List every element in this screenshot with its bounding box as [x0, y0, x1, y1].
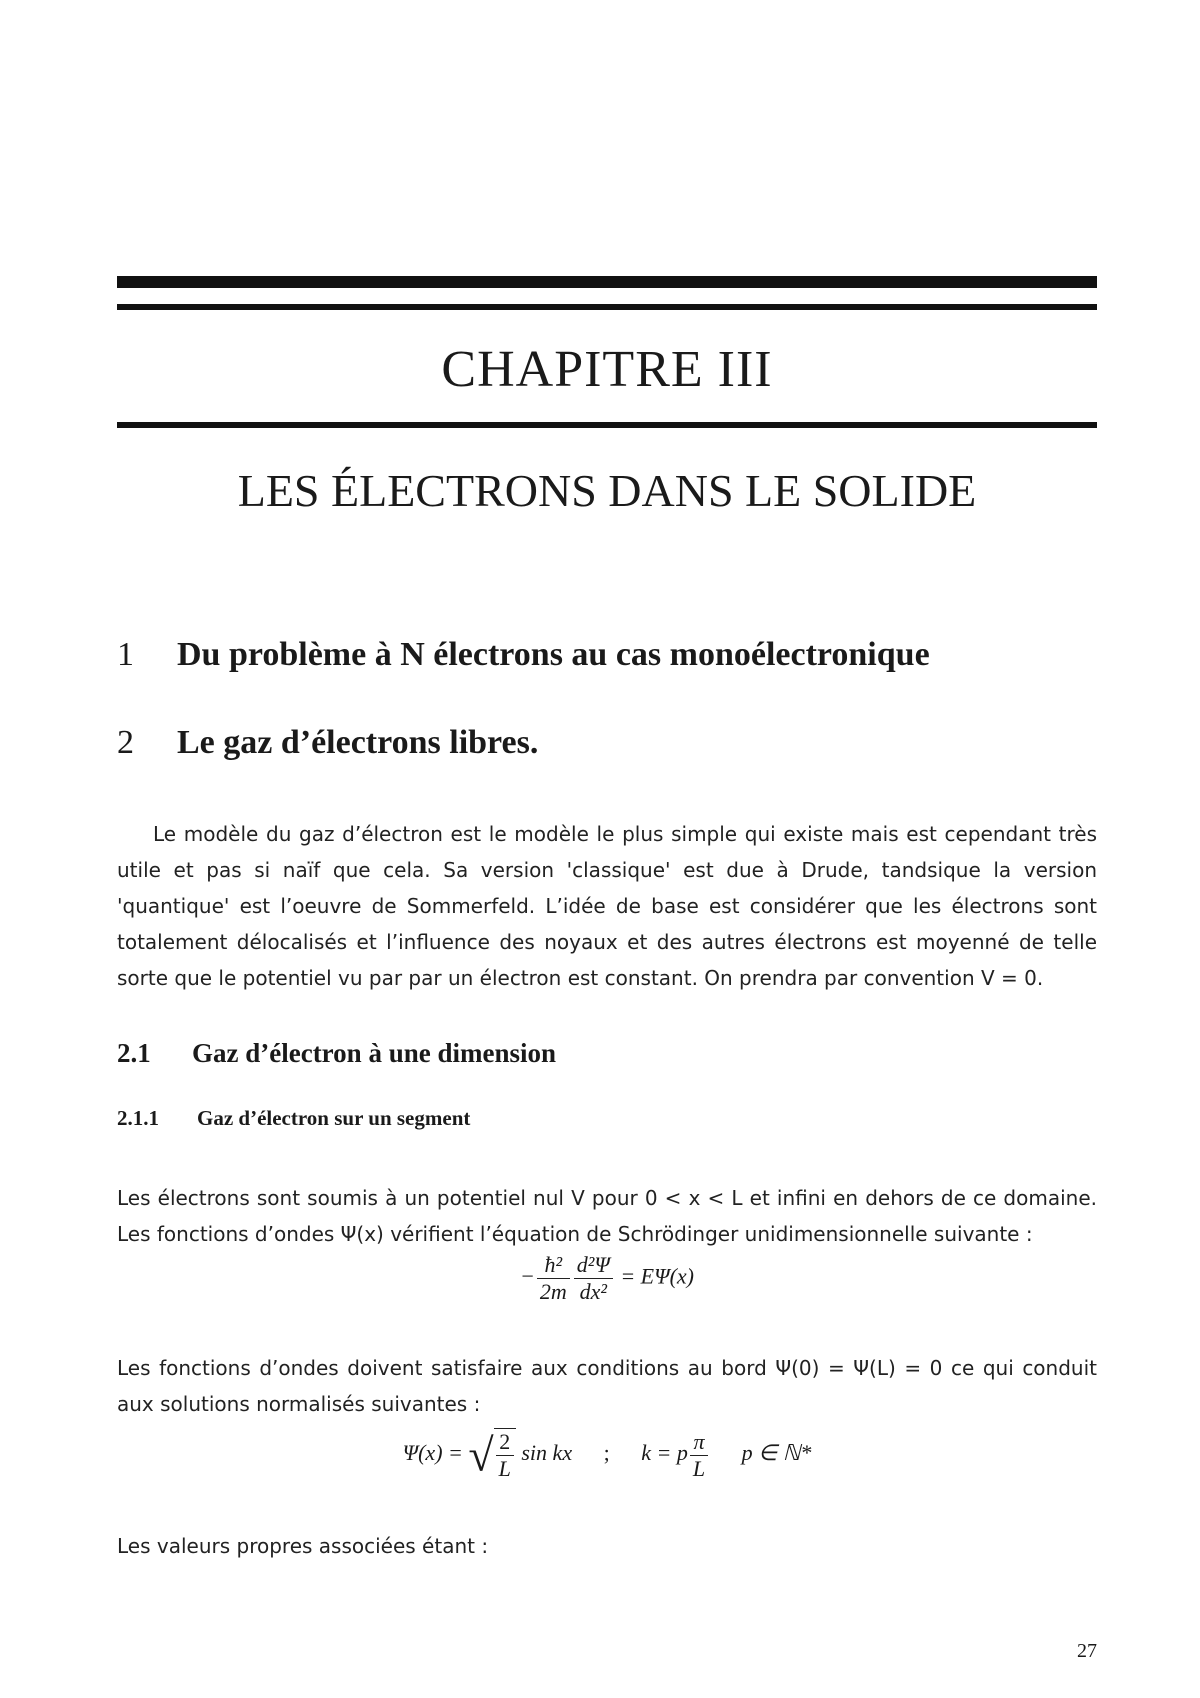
equation-lhs: Ψ(x) =	[402, 1440, 463, 1466]
chapter-divider-rule	[117, 422, 1097, 428]
domain-condition: p ∈ ℕ*	[741, 1440, 812, 1466]
intro-paragraph: Le modèle du gaz d’électron est le modèle le plus simple qui existe mais est cependant très utile et pas si naïf que cela. Sa version 'classique' est due à Drude, tandsique la version 'quantique' est l’oeuvre de Sommerfeld. L’idée de base est considérer que les électrons sont totalement délocalisés et l’influence des noyaux et des autres électrons est moyenné de telle sorte que le potentiel vu par par un électron est constant. On prendra par convention V = 0.	[117, 822, 1097, 990]
top-thick-rule	[117, 276, 1097, 288]
section-number: 2.1.1	[117, 1106, 159, 1130]
hbar-fraction	[537, 1252, 570, 1305]
page-number: 27	[1077, 1640, 1097, 1662]
subsection-heading-2-1	[117, 1038, 556, 1069]
chapter-label: CHAPITRE III	[441, 341, 773, 398]
section-title: Du problème à N électrons au cas monoélectronique	[177, 636, 930, 673]
subsubsection-heading-2-1-1	[117, 1106, 470, 1131]
pi-fraction	[690, 1429, 708, 1482]
section-heading-1	[117, 636, 930, 674]
section-number: 2.1	[117, 1038, 151, 1068]
equation-rhs: = EΨ(x)	[620, 1263, 694, 1289]
fraction-numerator: π	[690, 1429, 708, 1456]
section-number: 1	[117, 636, 134, 673]
schrodinger-equation	[117, 1252, 1097, 1305]
segment-paragraph-1: Les électrons sont soumis à un potentiel nul V pour 0 < x < L et infini en dehors de ce domaine. Les fonctions d’ondes Ψ(x) vérifient l’équation de Schrödinger unidimensionnelle suivante :	[117, 1186, 1097, 1246]
fraction-numerator: 2	[496, 1429, 514, 1456]
fraction-numerator: ħ²	[537, 1252, 570, 1279]
minus-sign: −	[520, 1263, 535, 1289]
fraction-denominator: dx²	[579, 1279, 607, 1304]
wavevector-lhs: k = p	[641, 1440, 688, 1466]
sine-term: sin kx	[521, 1440, 573, 1466]
sqrt-expression	[468, 1428, 516, 1482]
top-thin-rule	[117, 304, 1097, 310]
derivative-fraction	[574, 1252, 613, 1305]
section-title: Gaz d’électron sur un segment	[197, 1106, 471, 1130]
section-title: Gaz d’électron à une dimension	[192, 1038, 556, 1068]
sqrt-fraction	[496, 1429, 514, 1482]
fraction-denominator: L	[692, 1455, 706, 1481]
segment-paragraph-2: Les fonctions d’ondes doivent satisfaire aux conditions au bord Ψ(0) = Ψ(L) = 0 ce qui conduit aux solutions normalisés suivantes :	[117, 1356, 1097, 1416]
separator: ;	[603, 1440, 610, 1466]
radical-sign: √	[468, 1429, 494, 1481]
solution-equation	[117, 1428, 1097, 1482]
chapter-title: LES ÉLECTRONS DANS LE SOLIDE	[237, 465, 977, 516]
fraction-denominator: L	[498, 1456, 511, 1481]
section-number: 2	[117, 724, 134, 761]
section-title: Le gaz d’électrons libres.	[177, 724, 539, 761]
fraction-denominator: 2m	[539, 1279, 567, 1304]
segment-paragraph-3: Les valeurs propres associées étant :	[117, 1534, 489, 1558]
section-heading-2	[117, 724, 538, 762]
fraction-numerator: d²Ψ	[574, 1252, 613, 1279]
